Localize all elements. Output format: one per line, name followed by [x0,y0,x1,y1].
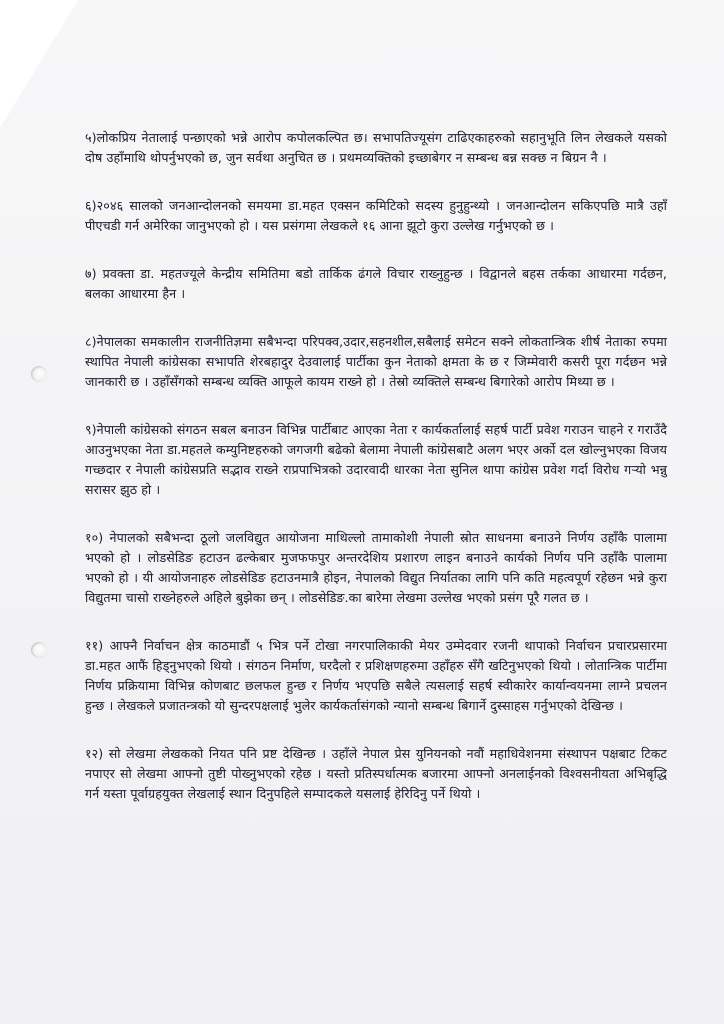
punch-hole-bottom [31,642,47,658]
paragraph-12: १२) सो लेखमा लेखकको नियत पनि प्रष्ट देखिन्छ । उहाँले नेपाल प्रेस युनियनको नवौं महाधिवेशनमा संस्थापन पक्षबाट टिकट नपाएर सो लेखमा आफ्नो तुष्टी पोख्नुभएको रहेछ । यस्तो प्रतिस्पर्धात्मक बजारमा आफ्नो अनलाईनको विश्वसनीयता अभिबृद्धि गर्न यस्ता पूर्वाग्रहयुक्त लेखलाई स्थान दिनुपहिले सम्पादकले यसलाई हेरिदिनु पर्ने थियो । [85,746,667,801]
paragraph-11: ११) आफ्नै निर्वाचन क्षेत्र काठमाडौं ५ भित्र पर्ने टोखा नगरपालिकाकी मेयर उम्मेदवार रजनी थापाको निर्वाचन प्रचारप्रसारमा डा.महत आफैं हिड्नुभएको थियो । संगठन निर्माण, घरदैलो र प्रशिक्षणहरुमा उहाँहरु सँगै खटिनुभएको थियो । लोतान्त्रिक पार्टीमा निर्णय प्रक्रियामा विभिन्न कोणबाट छलफल हुन्छ र निर्णय भएपछि सबैले त्यसलाई सहर्ष स्वीकारेर कार्यान्वयनमा लाग्ने प्रचलन हुन्छ । लेखकले प्रजातन्त्रको यो सुन्दरपक्षलाई भुलेर कार्यकर्तासंगको न्यानो सम्बन्ध बिगार्ने दुस्साहस गर्नुभएको देखिन्छ । [85,638,667,713]
paragraph-6: ६)२०४६ सालको जनआन्दोलनको समयमा डा.महत एक्सन कमिटिको सदस्य हुनुहुन्थ्यो । जनआन्दोलन सकिएपछि मात्रै उहाँ पीएचडी गर्न अमेरिका जानुभएको हो । यस प्रसंगमा लेखकले १६ आना झूटो कुरा उल्लेख गर्नुभएको छ । [85,198,667,233]
paragraph-10: १०) नेपालको सबैभन्दा ठूलो जलविद्युत आयोजना माथिल्लो तामाकोशी नेपाली स्रोत साधनमा बनाउने निर्णय उहाँकै पालामा भएको हो । लोडसेडिङ हटाउन ढल्केबार मुजफफपुर अन्तरदेशिय प्रशारण लाइन बनाउने कार्यको निर्णय पनि उहाँकै पालामा भएको हो । यी आयोजनाहरु लोडसेडिङ हटाउनमात्रै होइन, नेपालको विद्युत निर्यातका लागि पनि कति महत्वपूर्ण रहेछन भन्ने कुरा विद्युतमा चासो राख्नेहरुले अहिले बुझेका छन् । लोडसेडिङ.का बारेमा लेखमा उल्लेख भएको प्रसंग पूरै गलत छ । [85,530,667,605]
punch-hole-top [31,366,47,382]
paragraph-7: ७) प्रवक्ता डा. महतज्यूले केन्द्रीय समितिमा बडो तार्किक ढंगले विचार राख्नुहुन्छ । विद्वानले बहस तर्कका आधारमा गर्दछन, बलका आधारमा हैन । [85,266,667,301]
document-body [85,128,667,832]
paragraph-9: ९)नेपाली कांग्रेसको संगठन सबल बनाउन विभिन्न पार्टीबाट आएका नेता र कार्यकर्तालाई सहर्ष पार्टी प्रवेश गराउन चाहने र गराउँदै आउनुभएका नेता डा.महतले कम्युनिष्टहरुको जगजगी बढेको बेलामा नेपाली कांग्रेसबाटै अलग भएर अर्को दल खोल्नुभएका विजय गच्छदार र नेपाली कांग्रेसप्रति सद्भाव राख्ने राप्रपाभित्रको उदारवादी धारका नेता सुनिल थापा कांग्रेस प्रवेश गर्दा विरोध गर्‍यो भन्नु सरासर झुठ हो । [85,422,667,497]
paragraph-8: ८)नेपालका समकालीन राजनीतिज्ञमा सबैभन्दा परिपक्व,उदार,सहनशील,सबैलाई समेटन सक्ने लोकतान्त्रिक शीर्ष नेताका रुपमा स्थापित नेपाली कांग्रेसका सभापति शेरबहादुर देउवालाई पार्टीका कुन नेताको क्षमता के छ र जिम्मेवारी कसरी पूरा गर्दछन भन्ने जानकारी छ । उहाँसँगको सम्बन्ध व्यक्ति आफूले कायम राख्ने हो । तेस्रो व्यक्तिले सम्बन्ध बिगारेको आरोप मिथ्या छ । [85,334,667,389]
folded-corner [0,0,78,128]
paragraph-5: ५)लोकप्रिय नेतालाई पन्छाएको भन्ने आरोप कपोलकल्पित छ। सभापतिज्यूसंग टाढिएकाहरुको सहानुभूति लिन लेखकले यसको दोष उहाँमाथि थोपर्नुभएको छ, जुन सर्वथा अनुचित छ । प्रथमव्यक्तिको इच्छाबेगर न सम्बन्ध बन्न सक्छ न बिग्रन नै । [85,130,667,165]
